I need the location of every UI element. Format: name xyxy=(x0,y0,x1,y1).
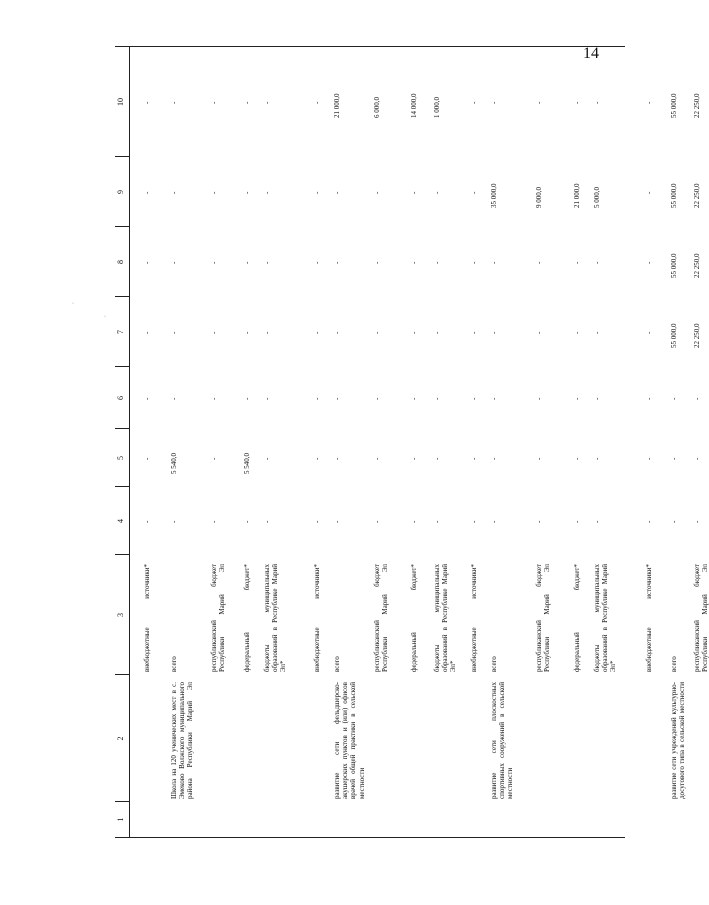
empty-value-cell: - xyxy=(433,191,441,194)
funding-source-cell: республиканский бюджет Республики Марий Эл xyxy=(535,564,552,672)
funding-source-cell: республиканский бюджет Республики Марий Эл xyxy=(693,564,709,672)
value-cell: 35 000,0 xyxy=(490,183,498,208)
empty-value-cell: - xyxy=(470,261,478,264)
empty-value-cell: - xyxy=(645,520,653,523)
value-cell: 5 540,0 xyxy=(243,453,251,474)
scan-speck: · xyxy=(72,301,74,307)
empty-value-cell: - xyxy=(645,191,653,194)
table-header-row xyxy=(115,47,130,837)
empty-value-cell: - xyxy=(143,331,151,334)
column-number-6: 6 xyxy=(116,396,125,400)
empty-value-cell: - xyxy=(535,331,543,334)
empty-value-cell: - xyxy=(410,331,418,334)
funding-source-cell: федеральный бюджет* xyxy=(410,564,418,672)
page-number: 14 xyxy=(583,45,599,62)
empty-value-cell: - xyxy=(170,331,178,334)
value-cell: 55 000,0 xyxy=(670,323,678,348)
empty-value-cell: - xyxy=(170,520,178,523)
value-cell: 6 000,0 xyxy=(373,97,381,118)
empty-value-cell: - xyxy=(670,520,678,523)
empty-value-cell: - xyxy=(573,397,581,400)
empty-value-cell: - xyxy=(373,397,381,400)
empty-value-cell: - xyxy=(210,191,218,194)
empty-value-cell: - xyxy=(410,520,418,523)
funding-source-cell: республиканский бюджет Республики Марий Эл xyxy=(210,564,227,672)
object-cell: развитие сети фельдшерско-акушерских пунктов и (или) офисов врачей общей практики в сельской местности xyxy=(333,682,366,799)
empty-value-cell: - xyxy=(243,191,251,194)
empty-value-cell: - xyxy=(333,261,341,264)
empty-value-cell: - xyxy=(410,397,418,400)
empty-value-cell: - xyxy=(410,191,418,194)
value-cell: 22 250,0 xyxy=(693,323,701,348)
empty-value-cell: - xyxy=(470,397,478,400)
empty-value-cell: - xyxy=(645,397,653,400)
empty-value-cell: - xyxy=(333,397,341,400)
empty-value-cell: - xyxy=(410,457,418,460)
empty-value-cell: - xyxy=(243,520,251,523)
empty-value-cell: - xyxy=(645,101,653,104)
empty-value-cell: - xyxy=(693,457,701,460)
object-cell: Школа на 120 ученических мест в с. Эмеково Волжского муниципального района Республики Марий Эл xyxy=(170,682,195,799)
empty-value-cell: - xyxy=(170,261,178,264)
empty-value-cell: - xyxy=(210,397,218,400)
empty-value-cell: - xyxy=(535,261,543,264)
object-cell: развитие сети плоскостных спортивных сооружений в сельской местности xyxy=(490,682,515,799)
value-cell: 21 000,0 xyxy=(333,93,341,118)
value-cell: 55 000,0 xyxy=(670,93,678,118)
funding-source-cell: внебюджетные источники* xyxy=(645,564,653,672)
empty-value-cell: - xyxy=(645,331,653,334)
empty-value-cell: - xyxy=(263,331,271,334)
empty-value-cell: - xyxy=(593,457,601,460)
empty-value-cell: - xyxy=(313,331,321,334)
empty-value-cell: - xyxy=(373,457,381,460)
empty-value-cell: - xyxy=(143,457,151,460)
empty-value-cell: - xyxy=(263,520,271,523)
value-cell: 22 250,0 xyxy=(693,183,701,208)
empty-value-cell: - xyxy=(170,101,178,104)
object-cell: развитие сети учреждений культурно-досугового типа в сельской местности xyxy=(670,682,687,799)
empty-value-cell: - xyxy=(313,520,321,523)
empty-value-cell: - xyxy=(490,520,498,523)
empty-value-cell: - xyxy=(593,520,601,523)
value-cell: 5 540,0 xyxy=(170,453,178,474)
budget-table xyxy=(115,46,709,838)
value-cell: 22 250,0 xyxy=(693,93,701,118)
scan-speck: · xyxy=(104,314,106,320)
column-number-7: 7 xyxy=(116,330,125,334)
empty-value-cell: - xyxy=(593,397,601,400)
empty-value-cell: - xyxy=(243,261,251,264)
funding-source-cell: всего xyxy=(670,656,678,672)
column-number-2: 2 xyxy=(116,736,125,741)
empty-value-cell: - xyxy=(263,457,271,460)
empty-value-cell: - xyxy=(210,101,218,104)
empty-value-cell: - xyxy=(143,101,151,104)
empty-value-cell: - xyxy=(333,520,341,523)
empty-value-cell: - xyxy=(535,520,543,523)
empty-value-cell: - xyxy=(333,331,341,334)
empty-value-cell: - xyxy=(410,261,418,264)
funding-source-cell: внебюджетные источники* xyxy=(470,564,478,672)
empty-value-cell: - xyxy=(693,520,701,523)
funding-source-cell: всего xyxy=(333,656,341,672)
empty-value-cell: - xyxy=(490,101,498,104)
empty-value-cell: - xyxy=(645,457,653,460)
empty-value-cell: - xyxy=(263,101,271,104)
empty-value-cell: - xyxy=(593,101,601,104)
column-number-9: 9 xyxy=(116,190,125,194)
value-cell: 22 250,0 xyxy=(693,253,701,278)
empty-value-cell: - xyxy=(470,520,478,523)
empty-value-cell: - xyxy=(373,261,381,264)
value-cell: 9 000,0 xyxy=(535,187,543,208)
value-cell: 5 000,0 xyxy=(593,187,601,208)
empty-value-cell: - xyxy=(313,101,321,104)
empty-value-cell: - xyxy=(143,261,151,264)
funding-source-cell: бюджеты муниципальных образований в Республике Марий Эл* xyxy=(593,564,618,672)
funding-source-cell: внебюджетные источники* xyxy=(143,564,151,672)
empty-value-cell: - xyxy=(573,520,581,523)
empty-value-cell: - xyxy=(593,331,601,334)
empty-value-cell: - xyxy=(333,191,341,194)
value-cell: 55 000,0 xyxy=(670,183,678,208)
value-cell: 21 000,0 xyxy=(573,183,581,208)
empty-value-cell: - xyxy=(433,457,441,460)
empty-value-cell: - xyxy=(313,397,321,400)
empty-value-cell: - xyxy=(535,457,543,460)
empty-value-cell: - xyxy=(333,457,341,460)
funding-source-cell: всего xyxy=(170,656,178,672)
value-cell: 1 000,0 xyxy=(433,97,441,118)
value-cell: 14 000,0 xyxy=(410,93,418,118)
empty-value-cell: - xyxy=(373,331,381,334)
empty-value-cell: - xyxy=(143,191,151,194)
value-cell: 55 000,0 xyxy=(670,253,678,278)
column-number-1: 1 xyxy=(116,817,125,822)
empty-value-cell: - xyxy=(535,397,543,400)
empty-value-cell: - xyxy=(433,520,441,523)
empty-value-cell: - xyxy=(573,101,581,104)
empty-value-cell: - xyxy=(170,191,178,194)
funding-source-cell: бюджеты муниципальных образований в Республике Марий Эл* xyxy=(263,564,288,672)
funding-source-cell: республиканский бюджет Республики Марий Эл xyxy=(373,564,390,672)
empty-value-cell: - xyxy=(263,397,271,400)
funding-source-cell: федеральный бюджет* xyxy=(573,564,581,672)
empty-value-cell: - xyxy=(573,261,581,264)
empty-value-cell: - xyxy=(490,397,498,400)
empty-value-cell: - xyxy=(263,191,271,194)
column-number-10: 10 xyxy=(116,98,125,106)
column-number-3: 3 xyxy=(116,613,125,617)
empty-value-cell: - xyxy=(313,457,321,460)
column-number-5: 5 xyxy=(116,456,125,460)
empty-value-cell: - xyxy=(170,397,178,400)
empty-value-cell: - xyxy=(470,191,478,194)
funding-source-cell: федеральный бюджет* xyxy=(243,564,251,672)
empty-value-cell: - xyxy=(470,457,478,460)
empty-value-cell: - xyxy=(210,331,218,334)
empty-value-cell: - xyxy=(433,331,441,334)
empty-value-cell: - xyxy=(210,261,218,264)
empty-value-cell: - xyxy=(470,331,478,334)
empty-value-cell: - xyxy=(313,261,321,264)
empty-value-cell: - xyxy=(373,191,381,194)
empty-value-cell: - xyxy=(535,101,543,104)
empty-value-cell: - xyxy=(313,191,321,194)
empty-value-cell: - xyxy=(490,261,498,264)
empty-value-cell: - xyxy=(470,101,478,104)
empty-value-cell: - xyxy=(490,457,498,460)
empty-value-cell: - xyxy=(573,331,581,334)
empty-value-cell: - xyxy=(693,397,701,400)
empty-value-cell: - xyxy=(263,261,271,264)
empty-value-cell: - xyxy=(670,397,678,400)
empty-value-cell: - xyxy=(243,397,251,400)
empty-value-cell: - xyxy=(210,520,218,523)
empty-value-cell: - xyxy=(490,331,498,334)
empty-value-cell: - xyxy=(433,397,441,400)
funding-source-cell: внебюджетные источники* xyxy=(313,564,321,672)
empty-value-cell: - xyxy=(593,261,601,264)
empty-value-cell: - xyxy=(210,457,218,460)
empty-value-cell: - xyxy=(573,457,581,460)
column-number-4: 4 xyxy=(116,519,125,523)
rotated-table-page xyxy=(115,48,709,838)
empty-value-cell: - xyxy=(670,457,678,460)
empty-value-cell: - xyxy=(243,101,251,104)
empty-value-cell: - xyxy=(433,261,441,264)
empty-value-cell: - xyxy=(143,520,151,523)
empty-value-cell: - xyxy=(143,397,151,400)
empty-value-cell: - xyxy=(645,261,653,264)
funding-source-cell: бюджеты муниципальных образований в Республике Марий Эл* xyxy=(433,564,458,672)
empty-value-cell: - xyxy=(243,331,251,334)
empty-value-cell: - xyxy=(373,520,381,523)
column-number-8: 8 xyxy=(116,260,125,264)
funding-source-cell: всего xyxy=(490,656,498,672)
